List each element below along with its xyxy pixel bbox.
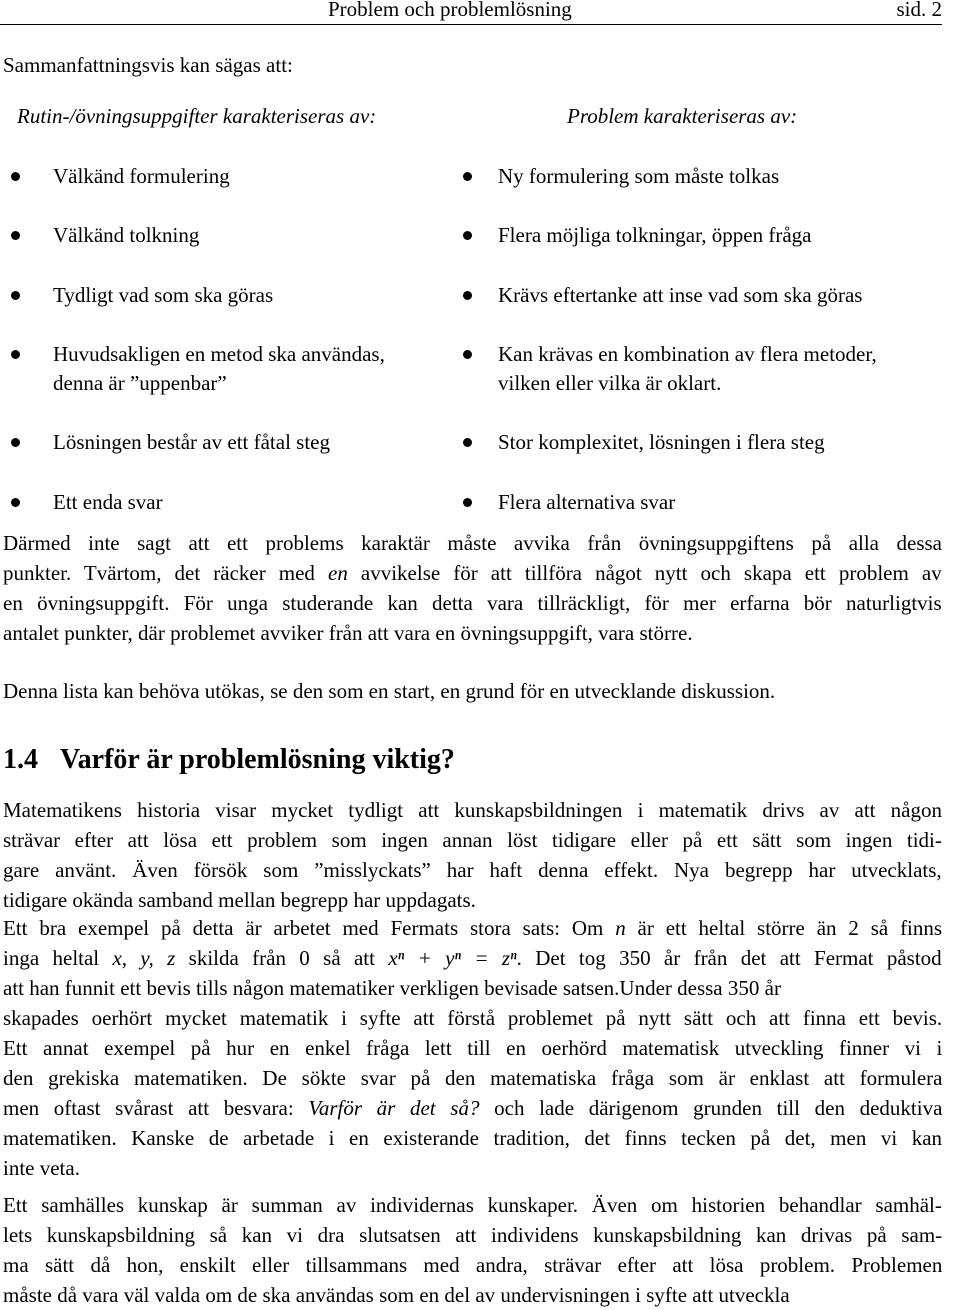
bullet-icon	[463, 291, 472, 300]
bullet-icon	[463, 350, 472, 359]
bullet-icon	[11, 438, 20, 447]
bullet-icon	[11, 172, 20, 181]
bullet-icon	[463, 438, 472, 447]
paragraph: Ett samhälles kunskap är summan av individernas kunskaper. Även om historien behandlar samhäl- lets kunskapsbildning så kan vi dra slutsatsen att individens kunskapsbildning kan drivas på sam- ma sätt då hon, enskilt eller tillsammans med andra, strävar efter att lösa problem. Problemen måste då vara väl valda om de ska användas som en del av undervisningen i syfte att utveckla	[3, 1193, 943, 1307]
intro-text: Sammanfattningsvis kan sägas att:	[3, 53, 293, 77]
bullet-icon	[11, 291, 20, 300]
section-heading: 1.4 Varför är problemlösning viktig?	[3, 744, 455, 775]
bullet-icon	[11, 498, 20, 507]
bullet-icon	[11, 350, 20, 359]
paragraph: Ett bra exempel på detta är arbetet med Fermats stora sats: Om n är ett heltal större än 2 så finns inga heltal x, y, z skilda från 0 så att xⁿ + yⁿ = zⁿ. Det tog 350 år från det att Fermat påstod att han funnit ett bevis tills någon matematiker verkligen bevisade satsen.Under dessa 350 år skapades oerhört mycket matematik i syfte att förstå problemet på nytt sätt och att finna ett bevis. Ett annat exempel på hur en enkel fråga lett till en oerhörd matematisk utveckling finner vi i den grekiska matematiken. De sökte svar på den matematiska fråga som är enklast att formulera men oftast svårast att besvara: Varför är det så? och lade därigenom grunden till den deduktiva matematiken. Kanske de arbetade i en existerande tradition, det finns tecken på det, men vi kan inte veta.	[3, 916, 943, 1180]
bullet-icon	[463, 231, 472, 240]
page-header	[0, 0, 942, 25]
page-number: sid. 2	[896, 0, 942, 21]
paragraph: Denna lista kan behöva utökas, se den som en start, en grund för en utvecklande diskussion.	[3, 679, 776, 703]
paragraph: Matematikens historia visar mycket tydligt att kunskapsbildningen i matematik drivs av att någon strävar efter att lösa ett problem som ingen annan löst tidigare eller på ett sätt som ingen tidi- gare använt. Även försök som ”misslyckats” har haft denna effekt. Nya begrepp har utvecklats, tidigare okända samband mellan begrepp har uppdagats.	[3, 798, 943, 912]
paragraph: Därmed inte sagt att ett problems karaktär måste avvika från övningsuppgiftens på alla dessa punkter. Tvärtom, det räcker med en avvikelse för att tillföra något nytt och skapa ett problem av en övningsuppgift. För unga studerande kan detta vara tillräckligt, för mer erfarna bör naturligtvis antalet punkter, där problemet avviker från att vara en övningsuppgift, vara större.	[3, 531, 942, 645]
bullet-icon	[463, 498, 472, 507]
header-title: Problem och problemlösning	[328, 0, 572, 21]
bullet-icon	[11, 231, 20, 240]
right-column-heading: Problem karakteriseras av:	[567, 104, 798, 128]
bullet-icon	[463, 172, 472, 181]
left-column-heading: Rutin-/övningsuppgifter karakteriseras av:	[17, 104, 377, 128]
